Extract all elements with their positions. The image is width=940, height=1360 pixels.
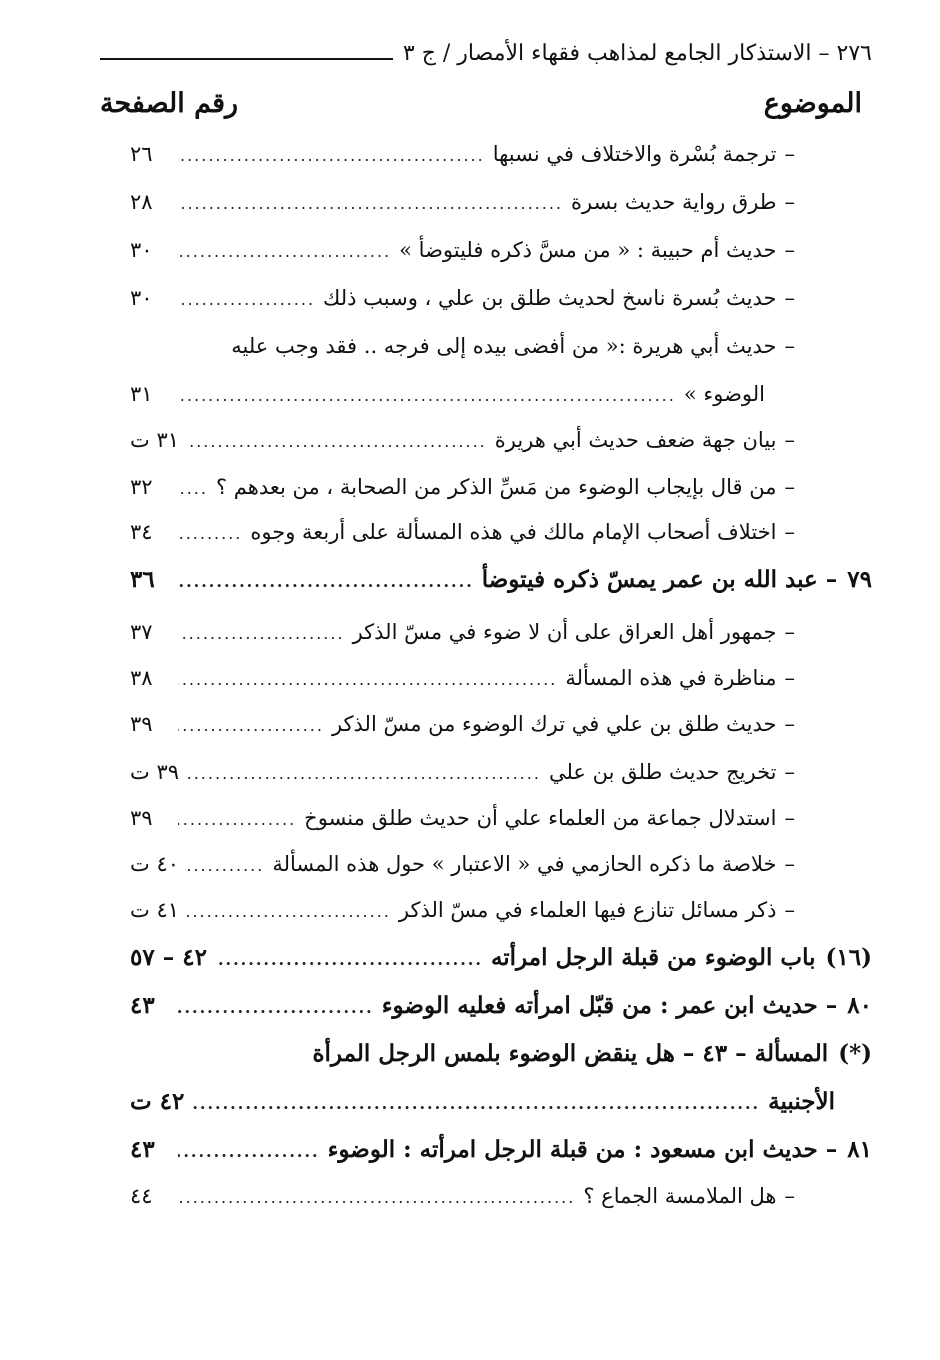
leader-dots xyxy=(178,290,315,309)
entry-page: ٣٢ xyxy=(130,475,153,499)
entry-text: حديث ابن عمر : من قبّل امرأته فعليه الوضوء xyxy=(381,992,818,1019)
entry-text: ترجمة بُسْرة والاختلاف في نسبها xyxy=(492,142,777,166)
entry-page: ٤٢ ت xyxy=(130,1088,185,1115)
entry-dash: – xyxy=(817,566,838,593)
entry-page: ٣١ ت xyxy=(130,428,180,452)
leader-dots xyxy=(178,242,391,261)
entry-page: ٣٦ xyxy=(130,566,155,593)
entry-page: ٣٠ xyxy=(130,238,153,262)
toc-entry-numbered xyxy=(130,992,872,1019)
toc-entry xyxy=(130,428,795,452)
entry-number: (*) xyxy=(838,1040,872,1067)
entry-text-continuation: الوضوء » xyxy=(683,382,765,406)
entry-text: جمهور أهل العراق على أن لا ضوء في مسّ الذكر xyxy=(352,620,777,644)
entry-page: ٣٩ xyxy=(130,806,153,830)
column-heading-page: رقم الصفحة xyxy=(100,88,239,119)
leader-dots xyxy=(215,950,483,969)
entry-dash: – xyxy=(817,992,838,1019)
entry-text: حديث بُسرة ناسخ لحديث طلق بن علي ، وسبب ذلك xyxy=(323,286,777,310)
entry-text: المسألة – ٤٣ – هل ينقض الوضوء بلمس الرجل المرأة xyxy=(312,1040,829,1067)
entry-dash: – xyxy=(784,806,795,830)
entry-page: ٣١ xyxy=(130,382,153,406)
toc-entry xyxy=(130,520,795,544)
entry-page: ٤٤ xyxy=(130,1184,153,1208)
toc-entry xyxy=(130,760,795,784)
entry-page: ٢٦ xyxy=(130,142,153,166)
entry-text: مناظرة في هذه المسألة xyxy=(565,666,777,690)
entry-page: ٣٧ xyxy=(130,620,153,644)
entry-number: ٨٠ xyxy=(847,992,872,1019)
toc-entry-numbered xyxy=(130,1136,872,1163)
toc-entry-continuation xyxy=(130,1088,835,1115)
leader-dots xyxy=(187,432,487,451)
entry-text: بيان جهة ضعف حديث أبي هريرة xyxy=(494,428,777,452)
entry-page: ٣٤ xyxy=(130,520,153,544)
entry-dash: – xyxy=(784,1184,795,1208)
entry-dash: – xyxy=(784,475,795,499)
entry-text: حديث أم حبيبة : « من مسَّ ذكره فليتوضأ » xyxy=(399,238,777,262)
entry-dash: – xyxy=(784,852,795,876)
running-title: ٢٧٦ – الاستذكار الجامع لمذاهب فقهاء الأمصار / ج ٣ xyxy=(402,41,872,66)
entry-dash: – xyxy=(784,286,795,310)
entry-page: ٣٠ xyxy=(130,286,153,310)
toc-entry-numbered xyxy=(130,1040,872,1067)
toc-entry xyxy=(130,334,795,358)
toc-entry xyxy=(130,238,795,262)
entry-dash: – xyxy=(784,898,795,922)
leader-dots xyxy=(178,1142,320,1161)
toc-entry-numbered xyxy=(130,566,872,593)
toc-entry xyxy=(130,806,795,830)
toc-entry xyxy=(130,475,795,499)
toc-entry xyxy=(130,898,795,922)
leader-dots xyxy=(187,856,264,875)
toc-entry xyxy=(130,620,795,644)
entry-text: باب الوضوء من قبلة الرجل امرأته xyxy=(490,944,816,971)
entry-page: ٣٩ ت xyxy=(130,760,180,784)
entry-text: هل الملامسة الجماع ؟ xyxy=(583,1184,777,1208)
toc-entry-continuation xyxy=(130,382,765,406)
leader-dots xyxy=(178,572,474,591)
leader-dots xyxy=(178,716,324,735)
toc-entry xyxy=(130,190,795,214)
leader-dots xyxy=(178,810,296,829)
toc-entry xyxy=(130,852,795,876)
toc-entry xyxy=(130,712,795,736)
entry-page: ٣٩ xyxy=(130,712,153,736)
entry-page: ٤٢ – ٥٧ xyxy=(130,944,207,971)
leader-dots xyxy=(187,902,391,921)
entry-text: حديث ابن مسعود : من قبلة الرجل امرأته : الوضوء xyxy=(327,1136,818,1163)
entry-dash: – xyxy=(784,428,795,452)
entry-text: حديث أبي هريرة :« من أفضى بيده إلى فرجه .. فقد وجب عليه xyxy=(231,334,777,358)
column-heading-topic: الموضوع xyxy=(763,88,862,119)
toc-entry xyxy=(130,1184,795,1208)
leader-dots xyxy=(178,998,374,1017)
leader-dots xyxy=(178,670,557,689)
entry-page: ٤٣ xyxy=(130,1136,155,1163)
leader-dots xyxy=(178,524,242,543)
entry-text: خلاصة ما ذكره الحازمي في « الاعتبار » حول هذه المسألة xyxy=(272,852,777,876)
entry-dash: – xyxy=(784,190,795,214)
toc-chapter-entry xyxy=(130,944,872,971)
entry-text: اختلاف أصحاب الإمام مالك في هذه المسألة على أربعة وجوه xyxy=(250,520,777,544)
chapter-number: (١٦) xyxy=(825,944,872,971)
entry-number: ٧٩ xyxy=(847,566,872,593)
leader-dots xyxy=(178,1188,575,1207)
entry-text: حديث طلق بن علي في ترك الوضوء من مسّ الذكر xyxy=(331,712,777,736)
entry-dash: – xyxy=(817,1136,838,1163)
entry-text: ذكر مسائل تنازع فيها العلماء في مسّ الذكر xyxy=(398,898,777,922)
entry-dash: – xyxy=(784,666,795,690)
entry-dash: – xyxy=(784,620,795,644)
entry-page: ٣٨ xyxy=(130,666,153,690)
entry-dash: – xyxy=(784,334,795,358)
entry-page: ٤٠ ت xyxy=(130,852,180,876)
entry-page: ٤٣ xyxy=(130,992,155,1019)
entry-number: ٨١ xyxy=(847,1136,872,1163)
leader-dots xyxy=(178,386,676,405)
leader-dots xyxy=(178,479,208,498)
entry-dash: – xyxy=(784,238,795,262)
leader-dots xyxy=(178,624,345,643)
leader-dots xyxy=(192,1094,760,1113)
entry-dash: – xyxy=(784,760,795,784)
toc-entry xyxy=(130,666,795,690)
entry-text: عبد الله بن عمر يمسّ ذكره فيتوضأ xyxy=(481,566,818,593)
entry-dash: – xyxy=(784,520,795,544)
toc-entry xyxy=(130,286,795,310)
leader-dots xyxy=(178,146,485,165)
leader-dots xyxy=(187,764,541,783)
entry-dash: – xyxy=(784,712,795,736)
entry-text: استدلال جماعة من العلماء علي أن حديث طلق منسوخ xyxy=(304,806,777,830)
entry-dash: – xyxy=(784,142,795,166)
entry-page: ٤١ ت xyxy=(130,898,180,922)
entry-text-continuation: الأجنبية xyxy=(768,1088,835,1115)
leader-dots xyxy=(178,194,563,213)
entry-text: طرق رواية حديث بسرة xyxy=(571,190,777,214)
entry-text: تخريج حديث طلق بن علي xyxy=(548,760,777,784)
entry-page: ٢٨ xyxy=(130,190,153,214)
entry-text: من قال بإيجاب الوضوء من مَسِّ الذكر من الصحابة ، من بعدهم ؟ xyxy=(215,475,777,499)
toc-entry xyxy=(130,142,795,166)
